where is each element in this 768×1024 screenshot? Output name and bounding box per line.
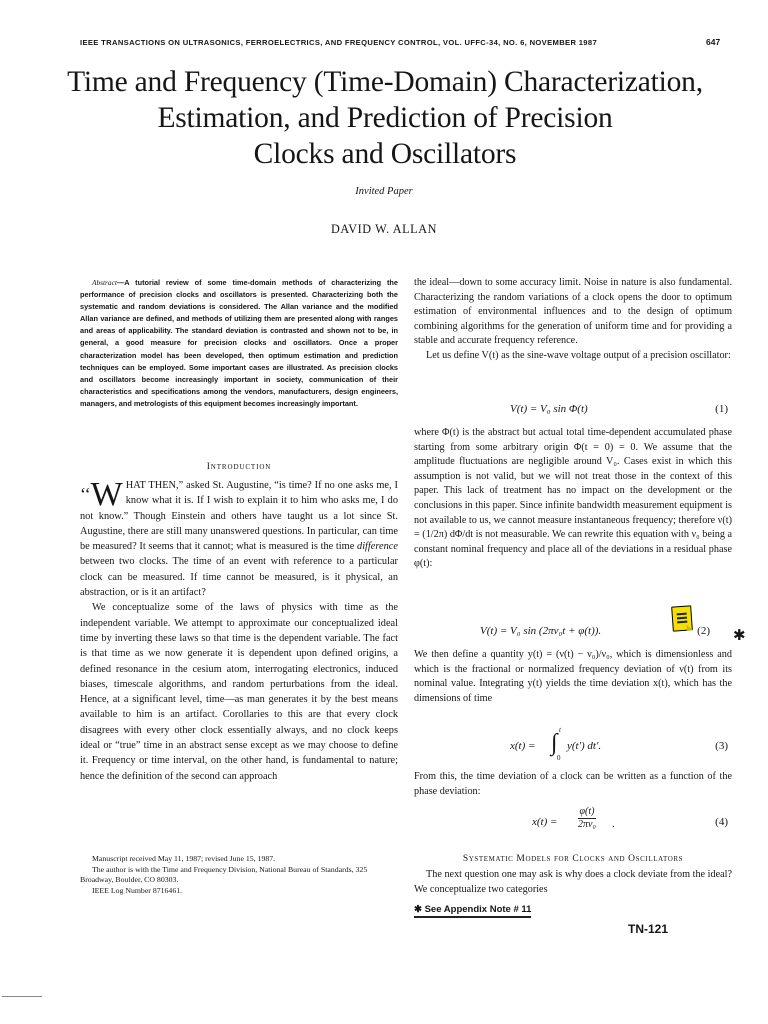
footnote — [80, 854, 398, 896]
paragraph-define-y-text: We then define a quantity y(t) = (ν(t) − ν₀)/ν₀, which is dimensionless and which is the fractional or normalized frequency deviation of ν(t) from its nominal value. Integrating y(t) yields the time deviation x(t), which has the dimensions of time — [414, 649, 732, 704]
dropcap-letter: W — [90, 476, 123, 513]
page-number: 647 — [706, 37, 721, 47]
paragraph-phase-text: where Φ(t) is the abstract but actual total time-dependent accumulated phase starting from some arbitrary origin Φ(t = 0) = 0. We assume that the amplitude fluctuations are negligible around V₀. Cases exist in which this assumption is not valid, but we will not treat those in the context of this paper. This lack of treatment has no impact on the development or the conclusions in this paper. Since infinite bandwidth measurement equipment is not available to us, we cannot measure instantaneous frequency; therefore ν(t) = (1/2π) dΦ/dt is not measurable. We can rewrite this equation with ν₀ being a constant nominal frequency and place all of the deviations in a residual phase φ(t): — [414, 427, 732, 570]
equation-1 — [414, 403, 732, 419]
paragraph-define-voltage: Let us define V(t) as the sine-wave voltage output of a precision oscillator: — [426, 349, 731, 361]
author-name: DAVID W. ALLAN — [330, 222, 437, 236]
equation-3 — [414, 728, 732, 768]
abstract-text: —A tutorial review of some time-domain methods of characterizing the performance of precision clocks and oscillators is presented. Characterizing both the systematic and random deviations is considered. The Allan variance and the modified Allan variance are defined, and methods of utilizing them are presented along with ranges and areas of applicability. The standard deviation is contrasted and shown not to be, in general, a good measure for precision clocks and oscillators. Once a proper characterization model has been developed, then optimum estimation and prediction techniques can be employed. Some important cases are illustrated. As precision clocks and oscillators become increasingly important in society, communication of their characteristics and specifications among the vendors, manufacturers, design engineers, managers, and metrologists of this equipment becomes increasingly important. — [80, 278, 398, 408]
equation-1-expression: V(t) = V₀ sin Φ(t) — [510, 403, 588, 415]
footnote-line-3: IEEE Log Number 8716461. — [92, 885, 183, 895]
abstract-lead: Abstract — [92, 278, 117, 287]
paper-type: Invited Paper — [355, 186, 413, 197]
equation-3-number: (3) — [715, 740, 728, 752]
equation-3-rhs: y(t′) dt′. — [567, 740, 602, 752]
intro-paragraph-1 — [80, 478, 398, 600]
paragraph-next-question-text: The next question one may ask is why does a clock deviate from the ideal? We conceptualize two categories — [414, 869, 732, 895]
intro-paragraph-2: We conceptualize some of the laws of physics with time as the independent variable. We attempt to approximate our conceptualized ideal time by inverting these laws so that time is the dependent variable. The fact is that time as we now generate it is dependent upon defined origins, a defined resonance in the cesium atom, interrogating electronics, induced biases, timescale algorithms, and random perturbations from the ideal. Hence, at a significant level, time—as man generates it by the best means available to him is an artifact. Corollaries to this are that every clock disagrees with every other clock essentially always, and no clock keeps ideal or “true” time in an abstract sense except as we may choose to define it. Frequency or time interval, on the other hand, is fundamental to nature; hence the definition of the second can approach — [80, 602, 398, 782]
title-line-3: Clocks and Oscillators — [253, 138, 517, 170]
dropcap-quote: ‘‘ — [80, 484, 91, 504]
equation-4 — [414, 806, 732, 840]
title-line-1: Time and Frequency (Time-Domain) Characterization, — [67, 66, 703, 98]
equation-3-lower-limit: 0 — [557, 754, 561, 762]
appendix-note-reference[interactable]: ✱ See Appendix Note # 11 — [414, 904, 531, 918]
abstract — [80, 277, 398, 410]
paragraph-next-question — [414, 868, 732, 897]
paper-title — [40, 64, 730, 172]
equation-4-denominator: 2πν₀ — [578, 819, 596, 830]
running-head: IEEE TRANSACTIONS ON ULTRASONICS, FERROELECTRICS, AND FREQUENCY CONTROL, VOL. UFFC-34, NO. 6, NOVEMBER 1987 — [80, 38, 598, 47]
technical-note-number: TN-121 — [628, 922, 669, 936]
paragraph-continuation: the ideal—down to some accuracy limit. Noise in nature is also fundamental. Characterizing the random variations of a clock opens the door to optimum estimation of environmental influences and to the design of optimum combining algorithms for the generation of uniform time and for providing a stable and accurate frequency reference. — [414, 277, 732, 347]
section-heading-systematic-models: Systematic Models for Clocks and Oscillators — [462, 854, 684, 864]
footnote-line-1: Manuscript received May 11, 1987; revised June 15, 1987. — [92, 854, 276, 863]
introduction-body — [80, 478, 398, 784]
equation-4-numerator: φ(t) — [579, 806, 595, 817]
equation-2-expression: V(t) = V₀ sin (2πν₀t + φ(t)). — [480, 625, 602, 637]
sticky-note-icon[interactable] — [671, 605, 693, 631]
right-column-intro — [414, 276, 732, 364]
paragraph-phase — [414, 426, 732, 572]
equation-4-fraction — [578, 806, 596, 831]
equation-4-lhs: x(t) = — [532, 816, 558, 828]
equation-3-upper-limit: t — [559, 726, 561, 734]
title-line-2: Estimation, and Prediction of Precision — [157, 102, 613, 134]
page-bottom-rule — [2, 996, 42, 997]
footnote-line-2: The author is with the Time and Frequency Division, National Bureau of Standards, 325 Broadway, Boulder, CO 80303. — [80, 864, 368, 884]
intro-p1-rest: HAT THEN,” asked St. Augustine, “is time? If no one asks me, I know what it is. If I wish to explain it to him who asks me, I do not know.” Though Einstein and others have taught us a lot since St. Augustine, there are still many unanswered questions. In particular, can time be measured? It seems that it cannot; what is measured is the time — [80, 480, 398, 553]
intro-p1-emphasis: difference — [357, 541, 398, 553]
equation-3-integral-sign: ∫ — [551, 730, 558, 756]
paragraph-define-y — [414, 648, 732, 706]
equation-2-number: (2) — [697, 625, 710, 637]
paragraph-from-this — [414, 770, 732, 799]
equation-4-period: . — [612, 818, 615, 830]
intro-p1-end: between two clocks. The time of an event with reference to a particular clock can be measured. If time cannot be measured, is it physical, an abstraction, or is it an artifact? — [80, 556, 398, 599]
section-heading-introduction: Introduction — [206, 462, 272, 472]
paragraph-from-this-text: From this, the time deviation of a clock can be written as a function of the phase deviation: — [414, 771, 732, 797]
dropcap — [80, 476, 123, 513]
annotation-star: ✱ — [733, 628, 746, 644]
equation-3-lhs: x(t) = — [510, 740, 536, 752]
equation-4-number: (4) — [715, 816, 728, 828]
equation-1-number: (1) — [715, 403, 728, 415]
